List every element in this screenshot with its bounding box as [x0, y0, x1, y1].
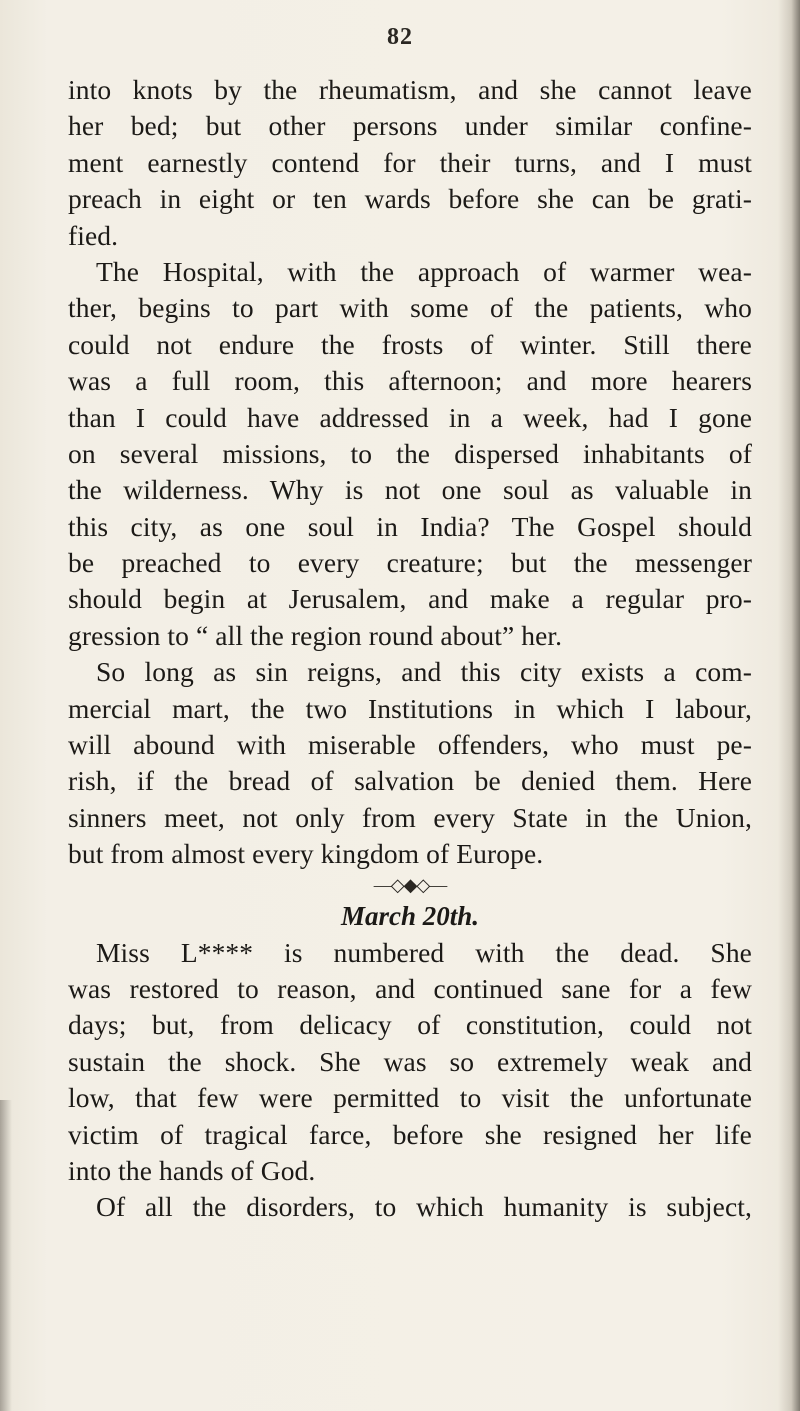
text-line: could not endure the frosts of winter. Still there [68, 328, 752, 360]
text-line: than I could have addressed in a week, had I gone [68, 401, 752, 433]
text-line: the wilderness. Why is not one soul as valuable in [68, 474, 752, 506]
page-edge-shadow-left [0, 1100, 12, 1411]
text-line: will abound with miserable offenders, who must pe- [68, 729, 752, 761]
text-line: rish, if the bread of salvation be denied them. Here [68, 765, 752, 797]
text-line: Of all the disorders, to which humanity is subject, [96, 1191, 752, 1223]
text-line: The Hospital, with the approach of warmer wea- [96, 255, 752, 287]
body-text [68, 72, 752, 1226]
text-line: So long as sin reigns, and this city exists a com- [96, 656, 752, 688]
text-line: ment earnestly contend for their turns, and I must [68, 146, 752, 178]
text-line: ther, begins to part with some of the patients, who [68, 292, 752, 324]
page-edge-shadow [778, 0, 800, 1411]
text-line: Miss L**** is numbered with the dead. She [96, 936, 752, 968]
text-line: be preached to every creature; but the messenger [68, 547, 752, 579]
text-line: but from almost every kingdom of Europe. [68, 838, 544, 870]
text-line: was restored to reason, and continued sane for a few [68, 972, 752, 1004]
text-line: fied. [68, 219, 119, 251]
page-number: 82 [387, 24, 413, 50]
text-line: should begin at Jerusalem, and make a regular pro- [68, 583, 752, 615]
text-line: her bed; but other persons under similar confine- [68, 110, 752, 142]
text-line: this city, as one soul in India? The Gospel should [68, 510, 752, 542]
text-line: into knots by the rheumatism, and she cannot leave [68, 74, 752, 105]
text-line: into the hands of God. [68, 1154, 316, 1186]
text-line: on several missions, to the dispersed inhabitants of [68, 437, 752, 469]
text-line: low, that few were permitted to visit the unfortunate [68, 1082, 752, 1114]
text-line: days; but, from delicacy of constitution, could not [68, 1009, 752, 1041]
section-ornament: —◇◆◇— [373, 874, 447, 895]
text-line: victim of tragical farce, before she resigned her life [68, 1118, 752, 1150]
text-line: gression to “ all the region round about” her. [68, 619, 563, 651]
text-line: sustain the shock. She was so extremely weak and [68, 1045, 752, 1077]
text-line: mercial mart, the two Institutions in which I labour, [68, 692, 752, 724]
text-line: preach in eight or ten wards before she can be grati- [68, 183, 752, 215]
text-line: sinners meet, not only from every State in the Union, [68, 801, 752, 833]
section-heading: March 20th. [340, 900, 480, 931]
text-line: was a full room, this afternoon; and more hearers [68, 365, 752, 397]
